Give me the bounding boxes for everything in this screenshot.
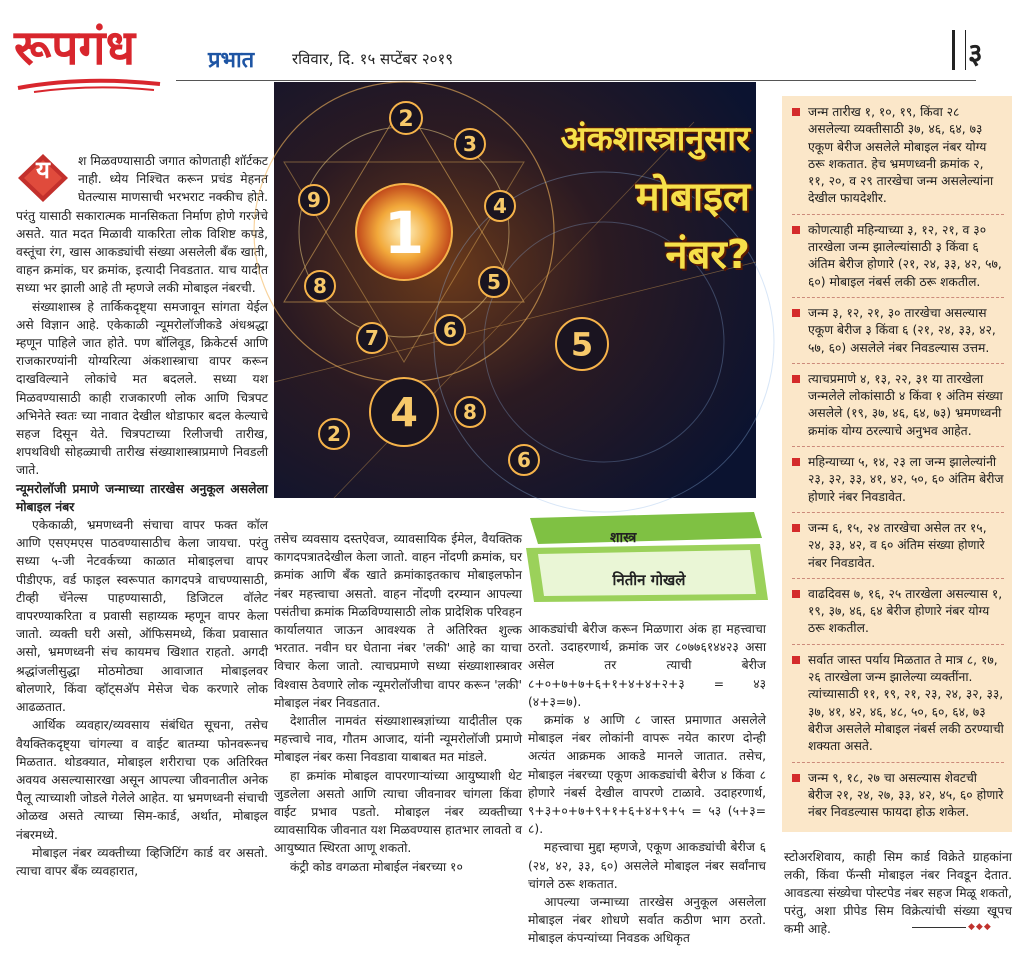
- byline-category: शास्त्र: [610, 530, 637, 546]
- sidebar-item-text: महिन्याच्या ५, १४, २३ ला जन्म झालेल्यांनी २३, ३२, ३३, ४१, ४२, ५०, ६० अंतिम बेरीज होणारे नंबर निवडावेत.: [808, 455, 1004, 504]
- page-number: ३: [968, 37, 983, 70]
- number-disc-label: 6: [517, 448, 531, 473]
- number-disc-label: 9: [307, 188, 321, 213]
- bullet-square-icon: [792, 590, 800, 598]
- number-disc-label: 3: [463, 132, 477, 157]
- article-column-3: [528, 620, 766, 946]
- paragraph: आकड्यांची बेरीज करून मिळणारा अंक हा महत्त्वाचा ठरतो. उदाहरणार्थ, क्रमांक जर ८०७७६१४४२३ असा असेल तर त्याची बेरीज ८+०+७+७+६+१+४+४+२+३ = ४३ (४+३=७).: [528, 622, 766, 709]
- dropcap-letter: य: [36, 156, 50, 184]
- header-rule: [176, 80, 976, 81]
- bullet-square-icon: [792, 524, 800, 532]
- sidebar-item-text: जन्म ३, १२, २१, ३० तारखेचा असल्यास एकूण बेरीज ३ किंवा ६ (२१, २४, ३३, ४२, ५७, ६०) असलेले नंबर निवडल्यास उत्तम.: [808, 305, 996, 355]
- sidebar-item-text: त्याचप्रमाणे ४, १३, २२, ३१ या तारखेला जन्मलेले लोकांसाठी ४ किंवा १ अंतिम संख्या असलेले (१९, ३७, ४६, ६४, ७३) भ्रमणध्वनी क्रमांक योग्य ठरल्याचे अनुभव आहेत.: [808, 371, 1003, 438]
- sidebar-item-text: जन्म ६, १५, २४ तारखेचा असेल तर १५, २४, ३३, ४२, व ६० अंतिम संख्या होणारे नंबर निवडावेत.: [808, 520, 987, 570]
- number-disc-label: 7: [365, 326, 379, 351]
- paragraph: आपल्या जन्माच्या तारखेस अनुकूल असलेला मोबाइल नंबर शोधणे सर्वात कठीण भाग ठरतो. मोबाइल कंपन्यांच्या निवडक अधिकृत: [528, 895, 766, 946]
- headline-line: नंबर?: [665, 232, 750, 278]
- bullet-square-icon: [792, 458, 800, 466]
- page-number-divider: [952, 30, 966, 70]
- lucky-number-sidebar: [782, 96, 1012, 832]
- paragraph: संख्याशास्त्र हे तार्किकदृष्ट्या समजावून सांगता येईल असे विज्ञान आहे. एकेकाळी न्यूमरोलॉजीकडे अंधश्रद्धा म्हणून पाहिले जात होते. पण बॉलिवूड, क्रिकेटर्स आणि राजकारण्यांनी योग्यरित्या अंकशास्त्राचा वापर करून दाखविल्याने लोकांचे मत बदलले. सध्या यश मिळवण्यासाठी काही राजकारणी लोक आणि चित्रपट अभिनेते स्वतः च्या नावात देखील थोडाफार बदल केल्याचे सहज दिसून येते. चित्रपटाच्या रिलीजची तारीख, शपथविधी सोहळ्याची तारीख संख्याशास्त्राप्रमाणे निवडली जाते.: [16, 299, 268, 478]
- number-disc-label: 4: [493, 194, 507, 219]
- sidebar-item-text: सर्वात जास्त पर्याय मिळतात ते मात्र ८, १७, २६ तारखेला जन्म झालेल्या व्यक्तींना. त्यांच्यासाठी ११, १९, २१, २३, २४, ३२, ३३, ३७, ४१, ४२, ४६, ४८, ५०, ६०, ६४, ७३ बेरीज असलेले मोबाइल नंबर्स लकी ठरण्याची शक्यता असते.: [808, 652, 1004, 754]
- bullet-square-icon: [792, 375, 800, 383]
- sidebar-item: [792, 222, 1004, 298]
- paragraph: श मिळवण्यासाठी जगात कोणताही शॉर्टकट नाही. ध्येय निश्चित करून प्रचंड मेहनत घेतल्यास माणसाची भरभराट नक्कीच होते. परंतु यासाठी सकारात्मक मानसिकता निर्माण होणे गरजेचे असते. यात मदत मिळावी याकरिता लोक विशिष्ट कपडे, वस्तूंचा रंग, खास आकड्यांची संख्या असलेली बँक खाती, वाहन क्रमांक, घर क्रमांक, इत्यादी निवडतात. याच यादीत सध्या भर झाली आहे ती म्हणजे लकी मोबाइल नंबरची.: [16, 154, 268, 296]
- sidebar-item-text: वाढदिवस ७, १६, २५ तारखेला असल्यास १, १९, ३७, ४६, ६४ बेरीज होणारे नंबर योग्य ठरू शकतील.: [808, 586, 1003, 636]
- sidebar-item: [792, 652, 1004, 763]
- paragraph: क्रमांक ४ आणि ८ जास्त प्रमाणात असलेले मोबाइल नंबर लोकांनी वापरू नयेत कारण दोन्ही अत्यंत आक्रमक आकडे मानले जातात. तसेच, मोबाइल नंबरच्या एकूण आकड्यांची बेरीज ४ किंवा ८ होणारे नंबर्स देखील वापरणे टाळावे. उदाहरणार्थ, ९+३+०+७+९+१+६+४+९+५ = ५३ (५+३= ८).: [528, 713, 766, 837]
- paragraph: आर्थिक व्यवहार/व्यवसाय संबंधित सूचना, तसेच वैयक्तिकदृष्ट्या चांगल्या व वाईट बातम्या फोनवरूनच मिळतात. थोडक्यात, मोबाइल शरीराचा एक अतिरिक्त अवयव असल्यासारखा असून आपल्या जीवनातील अनेक पैलू त्याच्याशी जोडले गेलेले आहेत. या भ्रमणध्वनी संचाची ओळख असते त्याच्या सिम-कार्ड, अर्थात, मोबाइल नंबरमध्ये.: [16, 718, 268, 842]
- paragraph: हा क्रमांक मोबाइल वापरणाऱ्यांच्या आयुष्याशी थेट जुडलेला असतो आणि त्याचा जीवनावर चांगला किंवा वाईट प्रभाव पडतो. मोबाइल नंबर व्यक्तीच्या व्यावसायिक जीवनात यश मिळवण्यास हातभार लावतो व आयुष्यात स्थिरता आणू शकतो.: [274, 768, 522, 856]
- publication-name: प्रभात: [208, 48, 255, 73]
- number-disc-label: 8: [463, 400, 477, 425]
- number-disc-label: 2: [327, 422, 341, 447]
- byline-author: नितीन गोखले: [612, 571, 686, 589]
- sidebar-item: [792, 520, 1004, 579]
- number-disc-label: 5: [570, 325, 594, 364]
- end-rule: [912, 927, 966, 928]
- headline-line: मोबाइल: [635, 174, 750, 220]
- article-column-1: [16, 152, 268, 938]
- dropcap: [16, 152, 70, 204]
- sidebar-item: [792, 104, 1004, 215]
- number-disc-label: 6: [443, 318, 457, 343]
- number-disc-label: 1: [383, 198, 425, 267]
- bullet-square-icon: [792, 226, 800, 234]
- logo-swoosh-decoration: [14, 74, 164, 96]
- bullet-square-icon: [792, 108, 800, 116]
- paragraph: तसेच व्यवसाय दस्तऐवज, व्यावसायिक ईमेल, वैयक्तिक कागदपत्रातदेखील केला जातो. वाहन नोंदणी क्रमांक, घर क्रमांक आणि बँक खाते क्रमांकाइतकाच मोबाइलफोन नंबर महत्त्वाचा असतो. वाहन नोंदणी दरम्यान आपल्या पसंतीचा क्रमांक मिळविण्यासाठी लोक प्रादेशिक परिवहन कार्यालयात जाऊन आवश्यक ते अतिरिक्त शुल्क भरतात. नवीन घर घेताना नंबर 'लकी' आहे का याचा विचार केला जातो. त्याचप्रमाणे सध्या संख्याशास्त्रावर विश्वास ठेवणारे लोक न्यूमरोलॉजीचा वापर करून 'लकी' मोबाइल नंबर निवडतात.: [274, 532, 522, 710]
- sidebar-list: [782, 96, 1012, 827]
- paragraph: कंट्री कोड वगळता मोबाईल नंबरच्या १०: [290, 859, 463, 874]
- bullet-square-icon: [792, 774, 800, 782]
- paragraph: एकेकाळी, भ्रमणध्वनी संचाचा वापर फक्त कॉल आणि एसएमएस पाठवण्यासाठीच केला जायचा. परंतु सध्या ५-जी नेटवर्कच्या काळात मोबाइलचा वापर पीडीएफ, वर्ड फाइल स्वरूपात कागदपत्रे वाचण्यासाठी, टीव्ही चॅनेल्स पाहण्यासाठी, डिजिटल वॉलेट वापरण्याकरिता व प्रवासी सहाय्यक म्हणून वापर केला जातो. व्यक्ती घरी असो, ऑफिसमध्ये, किंवा प्रवासात असो, भ्रमणध्वनी संच कायमच खिशात राहतो. अगदी श्रद्धांजलीसुद्धा मोठमोठ्या आवाजात मोबाइलवर बोलणारे, किंवा व्हॉट्सअ‍ॅप मेसेज चेक करणारे लोक आढळतात.: [16, 518, 268, 715]
- sidebar-item: [792, 770, 1004, 828]
- bullet-square-icon: [792, 656, 800, 664]
- sidebar-item-text: जन्म तारीख १, १०, १९, किंवा २८ असलेल्या व्यक्तीसाठी ३७, ४६, ६४, ७३ एकूण बेरीज असलेले मोबाइल नंबर योग्य ठरू शकतात. हेच भ्रमणध्वनी क्रमांक २, ११, २०, व २९ तारखेचा जन्म असलेल्यांना देखील फायदेशीर.: [808, 105, 994, 206]
- article-column-2: [274, 530, 522, 936]
- headline-line: अंकशास्त्रानुसार: [560, 119, 750, 159]
- article-subhead: न्यूमरोलॉजी प्रमाणे जन्माच्या तारखेस अनुकूल असलेला मोबाइल नंबर: [16, 481, 268, 514]
- issue-date: रविवार, दि. १५ सप्टेंबर २०१९: [292, 50, 454, 68]
- bullet-square-icon: [792, 309, 800, 317]
- number-disc-label: 4: [390, 390, 418, 437]
- article-closing-paragraph: स्टोअरशिवाय, काही सिम कार्ड विक्रेते ग्राहकांना लकी, किंवा फॅन्सी मोबाइल नंबर निवडून देतात. आवडत्या संख्येचा पोस्टपेड नंबर सहज मिळू शकतो, परंतु, अशा प्रीपेड सिम विक्रेत्यांची संख्या खूपच कमी आहे.: [784, 850, 1012, 936]
- sidebar-item-text: जन्म ९, १८, २७ चा असल्यास शेवटची बेरीज २१, २४, २७, ३३, ४२, ४५, ६० होणारे नंबर निवडल्यास फायदा होऊ शकेल.: [808, 770, 1004, 820]
- number-disc-label: 8: [313, 274, 327, 299]
- section-logo: रूपगंध: [14, 20, 136, 76]
- paragraph: देशातील नामवंत संख्याशास्त्रज्ञांच्या यादीतील एक महत्त्वाचे नाव, गौतम आजाद, यांनी न्यूमरोलॉजी प्रमाणे मोबाइल नंबर कसा निवडावा याबाबत मत मांडले.: [274, 714, 522, 765]
- paragraph: मोबाइल नंबर व्यक्तीच्या व्हिजिटिंग कार्ड वर असतो. त्याचा वापर बँक व्यवहारात,: [16, 845, 268, 878]
- sidebar-item: [792, 586, 1004, 645]
- sidebar-item: [792, 371, 1004, 447]
- number-disc-label: 5: [487, 270, 501, 295]
- sidebar-item-text: कोणत्याही महिन्याच्या ३, १२, २१, व ३० तारखेला जन्म झालेल्यांसाठी ३ किंवा ६ अंतिम बेरीज होणारे (२१, २४, ३३, ४२, ५७, ६०) मोबाइल नंबर्स लकी ठरू शकतील.: [808, 222, 1002, 289]
- number-disc-label: 2: [398, 106, 414, 132]
- sidebar-item: [792, 454, 1004, 513]
- paragraph: महत्त्वाचा मुद्दा म्हणजे, एकूण आकड्यांची बेरीज ६ (२४, ४२, ३३, ६०) असलेले मोबाइल नंबर सर्वांनाच चांगले ठरू शकतात.: [528, 840, 766, 891]
- sidebar-item: [792, 305, 1004, 364]
- end-of-article-diamonds-icon: ◆◆◆: [968, 922, 992, 932]
- article-headline: [498, 110, 750, 284]
